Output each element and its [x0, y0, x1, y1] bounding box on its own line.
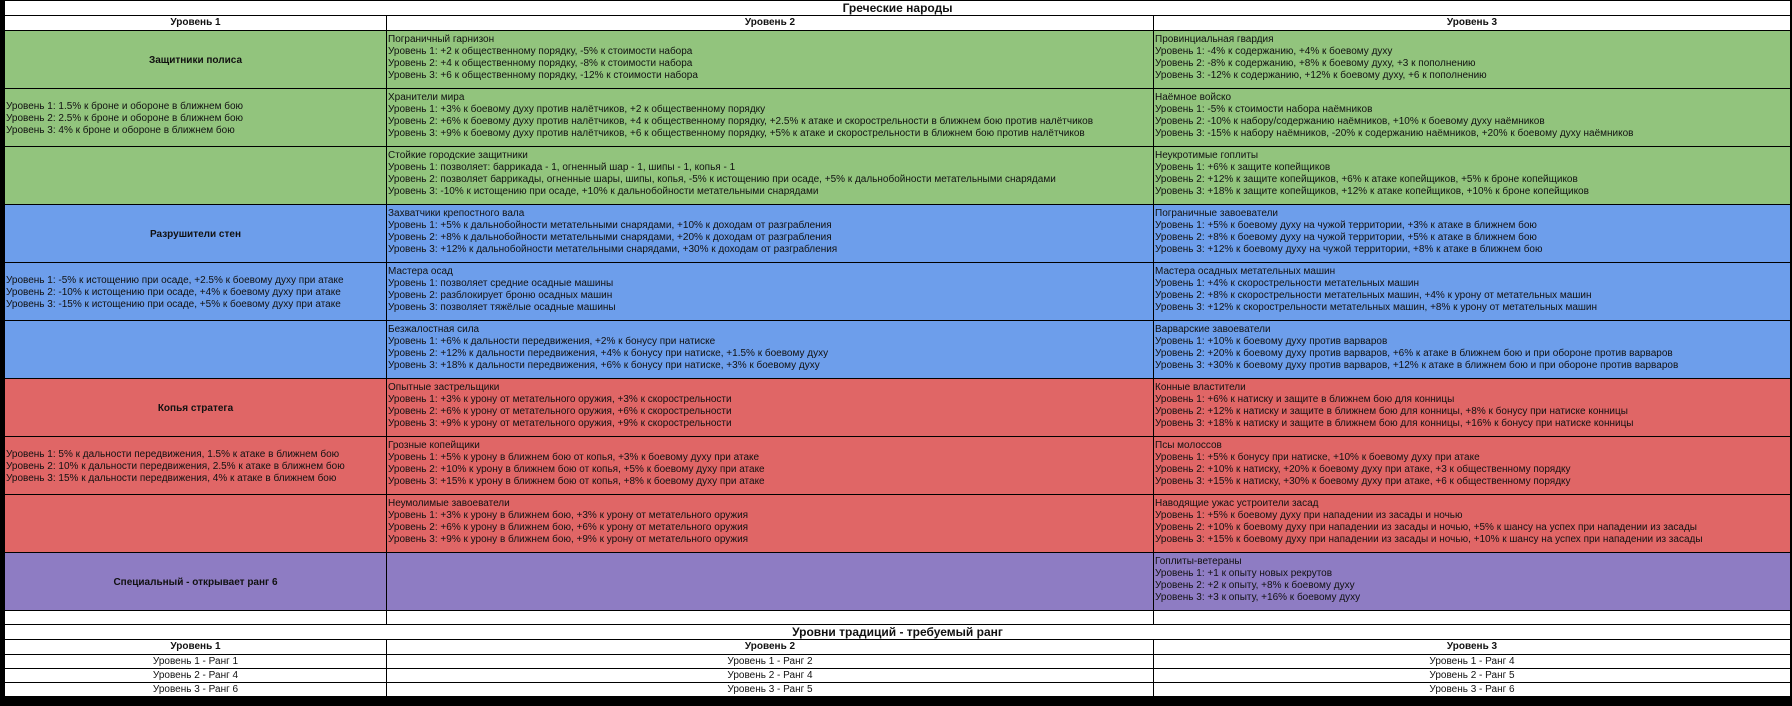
tier3-cell [1154, 147, 1791, 205]
tradition-effect: Уровень 1: +3% к урону в ближнем бою, +3% к урону от метательного оружия [388, 510, 749, 521]
group-name: Копья стратега [5, 379, 387, 437]
tier2-cell [387, 147, 1154, 205]
tier1-cell [5, 437, 387, 495]
rank-row [5, 683, 1791, 697]
tradition-effect: Уровень 2: +10% к натиску, +20% к боевому духу при атаке, +3 к общественному порядку [1155, 464, 1571, 475]
tradition-effect: Уровень 2: +8% к боевому духу на чужой территории, +5% к атаке в ближнем бою [1155, 232, 1537, 243]
tier2-cell [387, 263, 1154, 321]
tier1-effect: Уровень 3: 4% к броне и обороне в ближнем бою [6, 125, 235, 136]
tradition-effect: Уровень 2: +4 к общественному порядку, -8% к стоимости набора [388, 58, 693, 69]
tier1-effect: Уровень 1: 5% к дальности передвижения, 1.5% к атаке в ближнем бою [6, 449, 340, 460]
rank-cell: Уровень 1 - Ранг 2 [387, 655, 1154, 669]
tradition-row [5, 379, 1791, 437]
tier3-cell [1154, 379, 1791, 437]
tradition-effect: Уровень 2: +6% к урону в ближнем бою, +6% к урону от метательного оружия [388, 522, 749, 533]
tier2-cell [387, 89, 1154, 147]
tradition-name: Пограничные завоеватели [1155, 208, 1279, 219]
tier3-cell [1154, 31, 1791, 89]
spacer-cell [1154, 611, 1791, 625]
tier-header: Уровень 3 [1154, 16, 1791, 31]
tradition-effect: Уровень 3: +9% к урону в ближнем бою, +9% к урону от метательного оружия [388, 534, 749, 545]
tradition-effect: Уровень 3: +12% к дальнобойности метательными снарядами, +30% к доходам от разграбления [388, 244, 838, 255]
tradition-effect: Уровень 3: +18% к защите копейщиков, +12% к атаке копейщиков, +10% к броне копейщиков [1155, 186, 1589, 197]
tradition-row [5, 89, 1791, 147]
tradition-row [5, 437, 1791, 495]
tradition-effect: Уровень 2: -8% к содержанию, +8% к боевому духу, +3 к пополнению [1155, 58, 1476, 69]
tier1-cell [5, 147, 387, 205]
tradition-name: Опытные застрельщики [388, 382, 500, 393]
tradition-effect: Уровень 3: -15% к набору наёмников, -20% к содержанию наёмников, +20% к боевому духу наёмников [1155, 128, 1634, 139]
tradition-effect: Уровень 2: разблокирует броню осадных машин [388, 290, 613, 301]
tradition-effect: Уровень 1: +5% к боевому духу при нападении из засады и ночью [1155, 510, 1463, 521]
tier1-effect: Уровень 2: 10% к дальности передвижения, 2.5% к атаке в ближнем бою [6, 461, 345, 472]
rank-row [5, 655, 1791, 669]
tier1-effect: Уровень 1: 1.5% к броне и обороне в ближнем бою [6, 101, 244, 112]
tradition-name: Неумолимые завоеватели [388, 498, 510, 509]
tier2-cell [387, 379, 1154, 437]
tradition-name: Захватчики крепостного вала [388, 208, 525, 219]
rank-cell: Уровень 3 - Ранг 5 [387, 683, 1154, 697]
tier-header: Уровень 1 [5, 16, 387, 31]
tradition-effect: Уровень 1: +10% к боевому духу против варваров [1155, 336, 1388, 347]
tradition-row [5, 263, 1791, 321]
tradition-name: Стойкие городские защитники [388, 150, 528, 161]
tradition-effect: Уровень 3: +18% к натиску и защите в ближнем бою для конницы, +16% к бонусу при натиске конницы [1155, 418, 1634, 429]
tier1-effect: Уровень 2: 2.5% к броне и обороне в ближнем бою [6, 113, 244, 124]
tradition-effect: Уровень 3: +15% к натиску, +30% к боевому духу при атаке, +6 к общественному порядку [1155, 476, 1571, 487]
ranks-header: Уровень 1 [5, 640, 387, 655]
tradition-effect: Уровень 2: +6% к урону от метательного оружия, +6% к скорострельности [388, 406, 732, 417]
tradition-effect: Уровень 2: +20% к боевому духу против варваров, +6% к атаке в ближнем бою и при обороне против варваров [1155, 348, 1673, 359]
tradition-effect: Уровень 2: +12% к натиску и защите в ближнем бою для конницы, +8% к бонусу при натиске конницы [1155, 406, 1628, 417]
ranks-header: Уровень 3 [1154, 640, 1791, 655]
tradition-effect: Уровень 3: +9% к урону от метательного оружия, +9% к скорострельности [388, 418, 732, 429]
tradition-effect: Уровень 3: +6 к общественному порядку, -12% к стоимости набора [388, 70, 698, 81]
tradition-name: Мастера осад [388, 266, 453, 277]
tradition-effect: Уровень 2: +12% к дальности передвижения, +4% к бонусу при натиске, +1.5% к боевому духу [388, 348, 829, 359]
tier1-cell [5, 89, 387, 147]
tradition-effect: Уровень 3: +15% к боевому духу при нападении из засады и ночью, +10% к шансу на успех при нападении из засады [1155, 534, 1703, 545]
tradition-effect: Уровень 3: +9% к боевому духу против налётчиков, +6 к общественному порядку, +5% к атаке и скорострельности в ближнем бою против налётчиков [388, 128, 1085, 139]
tradition-effect: Уровень 3: -12% к содержанию, +12% к боевому духу, +6 к пополнению [1155, 70, 1487, 81]
tradition-row [5, 147, 1791, 205]
tradition-effect: Уровень 2: +6% к боевому духу против налётчиков, +4 к общественному порядку, +2.5% к атаке и скорострельности в ближнем бою против налётчиков [388, 116, 1094, 127]
tradition-effect: Уровень 1: -4% к содержанию, +4% к боевому духу [1155, 46, 1393, 57]
rank-cell: Уровень 1 - Ранг 1 [5, 655, 387, 669]
tier-header-row [5, 16, 1791, 31]
tier2-cell [387, 495, 1154, 553]
tier2-cell [387, 437, 1154, 495]
tier3-cell [1154, 205, 1791, 263]
rank-cell: Уровень 3 - Ранг 6 [5, 683, 387, 697]
tradition-name: Варварские завоеватели [1155, 324, 1271, 335]
tier2-cell [387, 553, 1154, 611]
spacer-cell [5, 611, 387, 625]
tier1-effect: Уровень 3: -15% к истощению при осаде, +5% к боевому духу при атаке [6, 299, 341, 310]
tradition-name: Хранители мира [388, 92, 465, 103]
rank-cell: Уровень 1 - Ранг 4 [1154, 655, 1791, 669]
rank-cell: Уровень 2 - Ранг 5 [1154, 669, 1791, 683]
tier2-cell [387, 321, 1154, 379]
tradition-effect: Уровень 1: позволяет средние осадные машины [388, 278, 614, 289]
tradition-effect: Уровень 1: +5% к боевому духу на чужой территории, +3% к атаке в ближнем бою [1155, 220, 1537, 231]
tradition-effect: Уровень 1: -5% к стоимости набора наёмников [1155, 104, 1373, 115]
tradition-name: Наводящие ужас устроители засад [1155, 498, 1319, 509]
tier3-cell [1154, 89, 1791, 147]
group-name: Разрушители стен [5, 205, 387, 263]
tradition-effect: Уровень 3: +3 к опыту, +16% к боевому духу [1155, 592, 1361, 603]
page-title: Греческие народы [5, 1, 1791, 16]
tradition-effect: Уровень 3: +12% к боевому духу на чужой территории, +8% к атаке в ближнем бою [1155, 244, 1543, 255]
tradition-effect: Уровень 3: +12% к скорострельности метательных машин, +8% к урону от метательных машин [1155, 302, 1598, 313]
tradition-name: Провинциальная гвардия [1155, 34, 1274, 45]
tradition-name: Грозные копейщики [388, 440, 480, 451]
tradition-effect: Уровень 1: +3% к урону от метательного оружия, +3% к скорострельности [388, 394, 732, 405]
tradition-effect: Уровень 2: -10% к набору/содержанию наёмников, +10% к боевому духу наёмников [1155, 116, 1545, 127]
tradition-row [5, 495, 1791, 553]
ranks-header-row [5, 640, 1791, 655]
tradition-effect: Уровень 3: +30% к боевому духу против варваров, +12% к атаке в ближнем бою и при обороне против варваров [1155, 360, 1679, 371]
spacer-cell [387, 611, 1154, 625]
tradition-effect: Уровень 1: +5% к дальнобойности метательными снарядами, +10% к доходам от разграбления [388, 220, 832, 231]
tier-header: Уровень 2 [387, 16, 1154, 31]
tradition-row [5, 205, 1791, 263]
tradition-effect: Уровень 2: +12% к защите копейщиков, +6% к атаке копейщиков, +5% к броне копейщиков [1155, 174, 1578, 185]
tier2-cell [387, 31, 1154, 89]
tradition-row [5, 553, 1791, 611]
spacer-row [5, 611, 1791, 625]
tier3-cell [1154, 553, 1791, 611]
tier1-effect: Уровень 1: -5% к истощению при осаде, +2.5% к боевому духу при атаке [6, 275, 344, 286]
group-name: Защитники полиса [5, 31, 387, 89]
rank-cell: Уровень 3 - Ранг 6 [1154, 683, 1791, 697]
tier1-effect: Уровень 2: -10% к истощению при осаде, +4% к боевому духу при атаке [6, 287, 341, 298]
tier1-cell [5, 321, 387, 379]
traditions-table [4, 0, 1791, 697]
tradition-effect: Уровень 3: +15% к урону в ближнем бою от копья, +8% к боевому духу при атаке [388, 476, 765, 487]
tradition-effect: Уровень 2: +2 к опыту, +8% к боевому духу [1155, 580, 1355, 591]
tradition-row [5, 31, 1791, 89]
ranks-header: Уровень 2 [387, 640, 1154, 655]
tradition-effect: Уровень 2: +8% к дальнобойности метательными снарядами, +20% к доходам от разграбления [388, 232, 832, 243]
rank-cell: Уровень 2 - Ранг 4 [5, 669, 387, 683]
tier3-cell [1154, 495, 1791, 553]
tradition-name: Безжалостная сила [388, 324, 480, 335]
ranks-title-row [5, 625, 1791, 640]
tradition-name: Неукротимые гоплиты [1155, 150, 1259, 161]
tier2-cell [387, 205, 1154, 263]
tradition-name: Псы молоссов [1155, 440, 1222, 451]
tradition-effect: Уровень 1: позволяет: баррикада - 1, огненный шар - 1, шипы - 1, копья - 1 [388, 162, 736, 173]
tradition-effect: Уровень 1: +5% к урону в ближнем бою от копья, +3% к боевому духу при атаке [388, 452, 760, 463]
tier3-cell [1154, 263, 1791, 321]
tradition-effect: Уровень 1: +2 к общественному порядку, -5% к стоимости набора [388, 46, 693, 57]
rank-row [5, 669, 1791, 683]
tier3-cell [1154, 321, 1791, 379]
tradition-name: Конные властители [1155, 382, 1246, 393]
tier3-cell [1154, 437, 1791, 495]
tradition-effect: Уровень 1: +3% к боевому духу против налётчиков, +2 к общественному порядку [388, 104, 766, 115]
tradition-effect: Уровень 1: +6% к защите копейщиков [1155, 162, 1331, 173]
tradition-name: Гоплиты-ветераны [1155, 556, 1242, 567]
tradition-name: Наёмное войско [1155, 92, 1232, 103]
tradition-effect: Уровень 1: +4% к скорострельности метательных машин [1155, 278, 1419, 289]
tradition-row [5, 321, 1791, 379]
tradition-effect: Уровень 2: +10% к урону в ближнем бою от копья, +5% к боевому духу при атаке [388, 464, 765, 475]
tradition-effect: Уровень 2: +8% к скорострельности метательных машин, +4% к урону от метательных машин [1155, 290, 1592, 301]
tradition-effect: Уровень 1: +6% к дальности передвижения, +2% к бонусу при натиске [388, 336, 716, 347]
tradition-effect: Уровень 3: позволяет тяжёлые осадные машины [388, 302, 616, 313]
tradition-name: Пограничный гарнизон [388, 34, 495, 45]
tradition-effect: Уровень 2: позволяет баррикады, огненные шары, шипы, копья, -5% к истощению при осаде, +5% к дальнобойности метательными снарядами [388, 174, 1056, 185]
tradition-effect: Уровень 3: -10% к истощению при осаде, +10% к дальнобойности метательными снарядами [388, 186, 819, 197]
tier1-cell [5, 495, 387, 553]
ranks-title: Уровни традиций - требуемый ранг [5, 625, 1791, 640]
rank-cell: Уровень 2 - Ранг 4 [387, 669, 1154, 683]
tier1-cell [5, 263, 387, 321]
group-name: Специальный - открывает ранг 6 [5, 553, 387, 611]
tradition-name: Мастера осадных метательных машин [1155, 266, 1336, 277]
tier1-effect: Уровень 3: 15% к дальности передвижения, 4% к атаке в ближнем бою [6, 473, 337, 484]
tradition-effect: Уровень 1: +6% к натиску и защите в ближнем бою для конницы [1155, 394, 1455, 405]
tradition-effect: Уровень 1: +5% к бонусу при натиске, +10% к боевому духу при атаке [1155, 452, 1480, 463]
title-row [5, 1, 1791, 16]
tradition-effect: Уровень 1: +1 к опыту новых рекрутов [1155, 568, 1333, 579]
tradition-effect: Уровень 3: +18% к дальности передвижения, +6% к бонусу при натиске, +3% к боевому духу [388, 360, 820, 371]
tradition-effect: Уровень 2: +10% к боевому духу при нападении из засады и ночью, +5% к шансу на успех при нападении из засады [1155, 522, 1697, 533]
